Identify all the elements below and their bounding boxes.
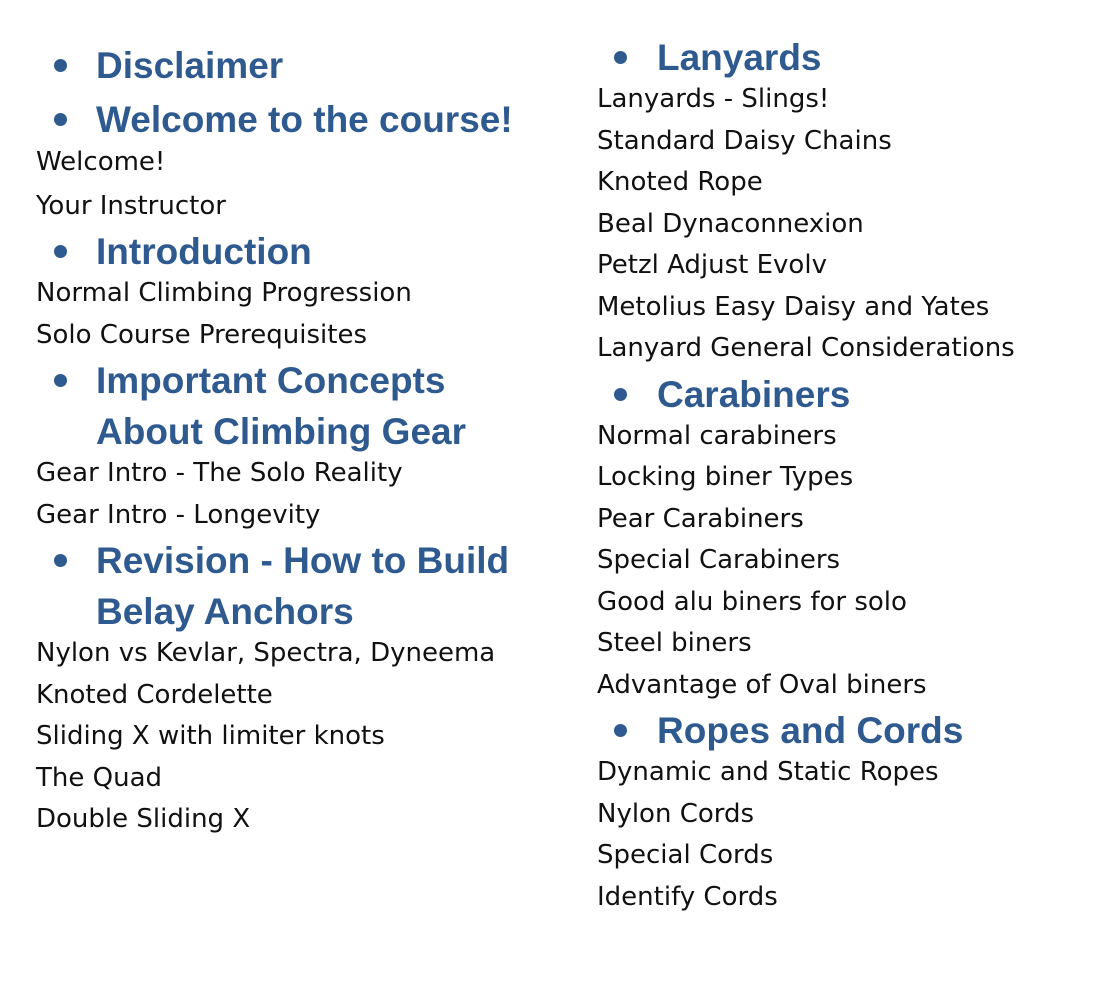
lesson-item[interactable]: Lanyard General Considerations (597, 333, 1015, 363)
bullet-icon (54, 245, 67, 258)
lesson-item[interactable]: Steel biners (597, 628, 752, 658)
lesson-item[interactable]: Pear Carabiners (597, 503, 804, 534)
lesson-item[interactable]: Beal Dynaconnexion (597, 208, 864, 239)
section-introduction (0, 226, 560, 356)
lesson-item[interactable]: Petzl Adjust Evolv (597, 250, 827, 280)
lesson-item[interactable]: Nylon Cords (597, 798, 755, 829)
lesson-item[interactable]: Special Cords (597, 840, 774, 870)
bullet-icon (54, 554, 67, 567)
lesson-item[interactable]: Gear Intro - The Solo Reality (36, 458, 403, 488)
lesson-item[interactable]: Special Carabiners (597, 545, 841, 575)
section-important-concepts (0, 355, 560, 536)
bullet-icon (614, 51, 627, 64)
section-heading[interactable]: Disclaimer (0, 40, 560, 91)
section-heading[interactable]: Ropes and Cords (560, 705, 1112, 756)
lesson-item[interactable]: Standard Daisy Chains (597, 125, 892, 156)
section-ropes-and-cords (560, 705, 1112, 918)
lesson-item[interactable]: Locking biner Types (597, 462, 854, 492)
section-heading[interactable]: Carabiners (560, 369, 1112, 420)
section-heading[interactable]: Important Concepts About Climbing Gear (0, 355, 560, 457)
lesson-item[interactable]: Gear Intro - Longevity (36, 499, 321, 530)
section-disclaimer (0, 40, 560, 91)
lesson-item[interactable]: Welcome! (36, 147, 166, 177)
lesson-item[interactable]: Knoted Rope (597, 167, 763, 197)
lesson-item[interactable]: Normal Climbing Progression (36, 278, 412, 308)
lesson-item[interactable]: Your Instructor (36, 190, 226, 221)
section-heading[interactable]: Revision - How to Build Belay Anchors (0, 535, 560, 637)
section-heading[interactable]: Lanyards (560, 32, 1112, 83)
right-column (560, 0, 1112, 918)
lesson-item[interactable]: Knoted Cordelette (36, 679, 273, 710)
bullet-icon (54, 59, 67, 72)
section-lanyards (560, 32, 1112, 370)
bullet-icon (54, 113, 67, 126)
lesson-item[interactable]: Solo Course Prerequisites (36, 319, 368, 350)
bullet-icon (54, 374, 67, 387)
lesson-item[interactable]: Advantage of Oval biners (597, 669, 927, 700)
lesson-item[interactable]: Identify Cords (597, 881, 778, 912)
lesson-item[interactable]: Normal carabiners (597, 420, 837, 451)
section-carabiners (560, 369, 1112, 707)
bullet-icon (614, 724, 627, 737)
lesson-item[interactable]: Metolius Easy Daisy and Yates (597, 291, 990, 322)
lesson-item[interactable]: Lanyards - Slings! (597, 84, 830, 114)
section-heading[interactable]: Introduction (0, 226, 560, 277)
bullet-icon (614, 388, 627, 401)
section-revision (0, 535, 560, 841)
lesson-item[interactable]: Sliding X with limiter knots (36, 721, 385, 751)
lesson-item[interactable]: The Quad (36, 762, 163, 793)
lesson-item[interactable]: Good alu biners for solo (597, 586, 907, 617)
left-column (0, 0, 560, 841)
lesson-item[interactable]: Nylon vs Kevlar, Spectra, Dyneema (36, 638, 496, 668)
section-welcome (0, 94, 560, 227)
section-heading[interactable]: Welcome to the course! (0, 94, 560, 145)
lesson-item[interactable]: Double Sliding X (36, 804, 251, 834)
lesson-item[interactable]: Dynamic and Static Ropes (597, 757, 939, 787)
